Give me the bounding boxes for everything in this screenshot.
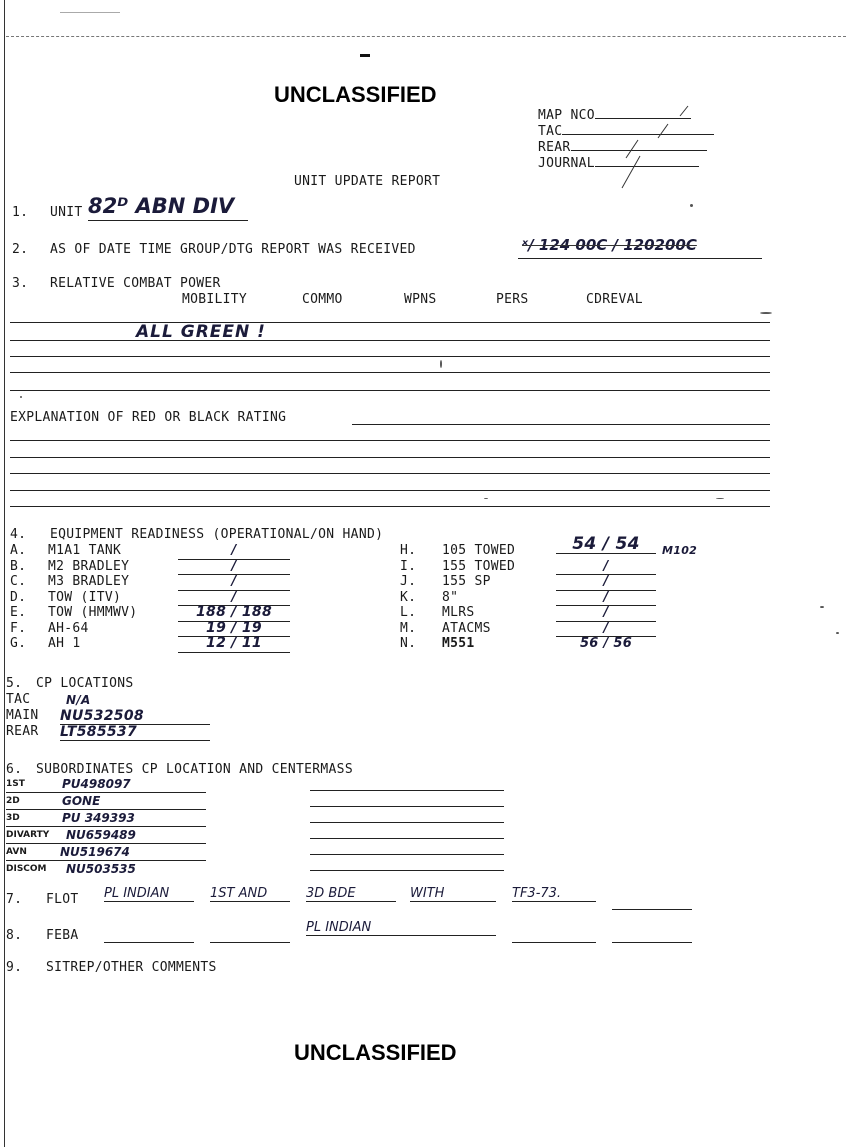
equipment-row: E. TOW (HMMWV) 188 / 188: [10, 605, 26, 621]
rating-line: [10, 322, 770, 323]
distribution-item: TAC: [538, 124, 714, 140]
item7-label: FLOT: [46, 892, 79, 907]
col-cdreval: CDREVAL: [586, 292, 643, 307]
subordinate-centermass-line: [310, 822, 504, 823]
scan-speck: [760, 312, 772, 314]
scan-speck: [484, 498, 488, 499]
rating-line: [10, 372, 770, 373]
item3-label: RELATIVE COMBAT POWER: [50, 276, 221, 291]
explanation-line: [352, 424, 770, 425]
unit-underline: [88, 220, 248, 221]
classification-banner-bottom: UNCLASSIFIED: [294, 1040, 457, 1065]
explanation-line: [10, 506, 770, 507]
equipment-row: B. M2 BRADLEY /: [10, 559, 26, 575]
equipment-row: D. TOW (ITV) /: [10, 590, 26, 606]
dtg-underline: [518, 258, 762, 259]
col-wpns: WPNS: [404, 292, 437, 307]
rating-line: [10, 390, 770, 391]
item6-number: 6.: [6, 762, 23, 777]
scan-speck: [716, 498, 724, 499]
combat-power-entry[interactable]: ALL GREEN !: [136, 322, 266, 342]
unit-value[interactable]: 82ᴰ ABN DIV: [88, 194, 235, 218]
flot-entry[interactable]: 1ST AND: [210, 886, 290, 902]
flot-entry[interactable]: TF3-73.: [512, 886, 596, 902]
item2-label: AS OF DATE TIME GROUP/DTG REPORT WAS RECEIVED: [50, 242, 416, 257]
subordinate-row: DIVARTY NU659489: [6, 827, 206, 844]
subordinate-row: DISCOM NU503535: [6, 862, 136, 876]
explanation-line: [10, 457, 770, 458]
equipment-row: C. M3 BRADLEY /: [10, 574, 26, 590]
item4-number: 4.: [10, 527, 27, 542]
item4-label: EQUIPMENT READINESS (OPERATIONAL/ON HAND): [50, 527, 384, 542]
scan-speck: [20, 396, 22, 398]
item9-number: 9.: [6, 960, 23, 975]
distribution-checkmarks: [600, 104, 700, 194]
equipment-row: M. ATACMS /: [400, 621, 740, 637]
subordinate-centermass-line: [310, 790, 504, 791]
col-mobility: MOBILITY: [182, 292, 248, 307]
report-title: UNIT UPDATE REPORT: [294, 174, 441, 189]
explanation-line: [10, 440, 770, 441]
subordinate-centermass-line: [310, 854, 504, 855]
equipment-row: N. M551 56 / 56: [400, 636, 633, 651]
subordinate-cp-list: [6, 776, 206, 877]
subordinate-row: 2D GONE: [6, 793, 206, 810]
equipment-row: J. 155 SP /: [400, 574, 740, 590]
equipment-row: H. 105 TOWED 54 / 54 M102: [400, 534, 698, 558]
feba-blank-line: [512, 942, 596, 943]
subordinate-row: 3D PU 349393: [6, 810, 206, 827]
rating-line: [10, 340, 770, 341]
distribution-item: REAR: [538, 140, 714, 156]
classification-banner-top: UNCLASSIFIED: [274, 82, 437, 107]
subordinate-row: 1ST PU498097: [6, 776, 206, 793]
subordinate-centermass-line: [310, 838, 504, 839]
explanation-label: EXPLANATION OF RED OR BLACK RATING: [10, 410, 287, 425]
scan-speck: [836, 632, 839, 634]
item2-number: 2.: [12, 242, 29, 257]
item6-label: SUBORDINATES CP LOCATION AND CENTERMASS: [36, 762, 353, 777]
feba-blank-line: [210, 942, 290, 943]
cp-location-row: MAIN NU532508: [6, 708, 39, 724]
item8-label: FEBA: [46, 928, 79, 943]
item1-number: 1.: [12, 205, 29, 220]
item1-label: UNIT: [50, 205, 83, 220]
cp-location-row: TAC N/A: [6, 692, 91, 707]
item5-label: CP LOCATIONS: [36, 676, 134, 691]
scan-mark: [60, 12, 120, 13]
equipment-row: L. MLRS /: [400, 605, 740, 621]
item8-number: 8.: [6, 928, 23, 943]
cp-location-list: [6, 692, 144, 740]
subordinate-centermass-line: [310, 806, 504, 807]
col-pers: PERS: [496, 292, 529, 307]
item5-number: 5.: [6, 676, 23, 691]
top-scan-line: [6, 36, 846, 37]
rating-line: [10, 356, 770, 357]
scan-speck: [440, 360, 442, 368]
explanation-line: [10, 473, 770, 474]
item7-number: 7.: [6, 892, 23, 907]
equipment-right-list: [400, 534, 740, 652]
cp-location-row: REAR LT585537: [6, 724, 39, 740]
feba-blank-line: [104, 942, 194, 943]
equipment-row: K. 8" /: [400, 590, 740, 606]
scan-speck: [690, 204, 693, 207]
equipment-row: G. AH 1 12 / 11: [10, 636, 26, 652]
scan-speck: [820, 606, 824, 608]
equipment-row: I. 155 TOWED /: [400, 559, 740, 575]
flot-entry[interactable]: 3D BDE: [306, 886, 396, 902]
flot-entry[interactable]: WITH: [410, 886, 496, 902]
scan-mark: [360, 54, 370, 57]
col-commo: COMMO: [302, 292, 343, 307]
subordinate-centermass-line: [310, 870, 504, 871]
feba-entry[interactable]: PL INDIAN: [306, 920, 496, 936]
distribution-item: MAP NCO: [538, 108, 714, 124]
equipment-row: F. AH-64 19 / 19: [10, 621, 26, 637]
equipment-left-list: [10, 543, 272, 652]
dtg-value[interactable]: ˣ/ 124 00C / 120200C: [522, 236, 697, 254]
explanation-line: [10, 490, 770, 491]
flot-entry[interactable]: PL INDIAN: [104, 886, 194, 902]
subordinate-row: AVN NU519674: [6, 844, 206, 861]
equipment-row: A. M1A1 TANK /: [10, 543, 26, 559]
distribution-item: JOURNAL: [538, 156, 714, 172]
left-border: [4, 0, 5, 1147]
flot-blank-line: [612, 909, 692, 910]
feba-blank-line: [612, 942, 692, 943]
item9-label: SITREP/OTHER COMMENTS: [46, 960, 217, 975]
item3-number: 3.: [12, 276, 29, 291]
